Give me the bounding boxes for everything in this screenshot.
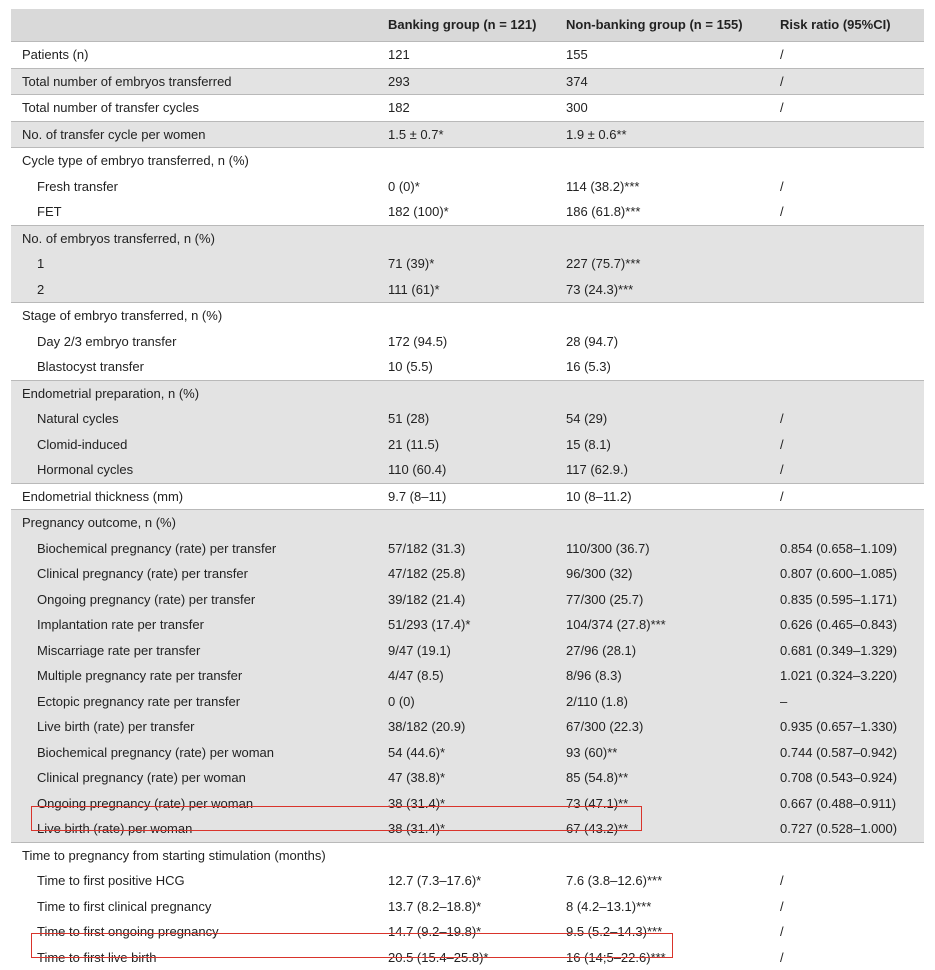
banking-value: 14.7 (9.2–19.8)* [388,919,481,945]
non-banking-value: 16 (14;5–22.6)*** [566,945,666,970]
non-banking-value: 16 (5.3) [566,354,611,380]
banking-value: 0 (0)* [388,174,420,200]
non-banking-value: 7.6 (3.8–12.6)*** [566,868,662,894]
row-label: Pregnancy outcome, n (%) [22,510,176,536]
non-banking-value: 114 (38.2)*** [566,174,639,200]
non-banking-value: 1.9 ± 0.6** [566,122,627,148]
non-banking-value: 15 (8.1) [566,432,611,458]
table-row [11,457,924,483]
table-row [11,121,924,148]
table-row [11,277,924,303]
banking-value: 12.7 (7.3–17.6)* [388,868,481,894]
row-label: Ongoing pregnancy (rate) per woman [37,791,253,817]
table-row [11,612,924,638]
banking-value: 57/182 (31.3) [388,536,465,562]
risk-ratio-value: 0.626 (0.465–0.843) [780,612,897,638]
non-banking-value: 110/300 (36.7) [566,536,650,562]
non-banking-value: 67/300 (22.3) [566,714,643,740]
row-label: Cycle type of embryo transferred, n (%) [22,148,249,174]
risk-ratio-value: / [780,945,784,970]
risk-ratio-value: / [780,484,784,510]
table-row [11,740,924,766]
row-label: Natural cycles [37,406,119,432]
non-banking-value: 300 [566,95,588,121]
banking-value: 182 [388,95,410,121]
banking-value: 38 (31.4)* [388,791,445,817]
table-row [11,765,924,791]
table-row [11,842,924,869]
row-label: Hormonal cycles [37,457,133,483]
table-row [11,587,924,613]
table-row [11,329,924,355]
non-banking-value: 104/374 (27.8)*** [566,612,666,638]
non-banking-value: 374 [566,69,588,95]
banking-value: 47 (38.8)* [388,765,445,791]
non-banking-value: 93 (60)** [566,740,617,766]
risk-ratio-value: 0.667 (0.488–0.911) [780,791,896,817]
risk-ratio-value: 0.935 (0.657–1.330) [780,714,897,740]
non-banking-value: 155 [566,42,588,68]
row-label: Time to first clinical pregnancy [37,894,211,920]
non-banking-value: 8/96 (8.3) [566,663,622,689]
risk-ratio-value: / [780,174,784,200]
banking-value: 293 [388,69,410,95]
row-label: Blastocyst transfer [37,354,144,380]
table-row [11,432,924,458]
non-banking-value: 8 (4.2–13.1)*** [566,894,651,920]
row-label: Ectopic pregnancy rate per transfer [37,689,240,715]
table-header [11,9,924,41]
row-label: FET [37,199,62,225]
banking-value: 10 (5.5) [388,354,433,380]
row-label: Time to pregnancy from starting stimulation (months) [22,843,326,869]
risk-ratio-value: / [780,42,784,68]
banking-value: 51 (28) [388,406,429,432]
banking-value: 121 [388,42,410,68]
table-row [11,638,924,664]
risk-ratio-value: 0.727 (0.528–1.000) [780,816,897,842]
risk-ratio-value: / [780,432,784,458]
row-label: Clinical pregnancy (rate) per transfer [37,561,248,587]
non-banking-value: 227 (75.7)*** [566,251,640,277]
row-label: Ongoing pregnancy (rate) per transfer [37,587,255,613]
header-col-non-banking: Non-banking group (n = 155) [566,9,743,41]
risk-ratio-value: / [780,457,784,483]
row-label: No. of transfer cycle per women [22,122,206,148]
table-row [11,509,924,536]
non-banking-value: 27/96 (28.1) [566,638,636,664]
row-label: Fresh transfer [37,174,118,200]
banking-value: 172 (94.5) [388,329,447,355]
row-label: 2 [37,277,44,303]
table-row [11,302,924,329]
header-col-risk-ratio: Risk ratio (95%CI) [780,9,891,41]
table-row [11,868,924,894]
row-label: Time to first ongoing pregnancy [37,919,219,945]
banking-value: 1.5 ± 0.7* [388,122,444,148]
risk-ratio-value: 0.835 (0.595–1.171) [780,587,897,613]
row-label: Endometrial preparation, n (%) [22,381,199,407]
banking-value: 39/182 (21.4) [388,587,465,613]
banking-value: 47/182 (25.8) [388,561,465,587]
risk-ratio-value: / [780,868,784,894]
non-banking-value: 73 (47.1)** [566,791,628,817]
risk-ratio-value: / [780,406,784,432]
table-row [11,561,924,587]
risk-ratio-value: 0.807 (0.600–1.085) [780,561,897,587]
banking-value: 4/47 (8.5) [388,663,444,689]
non-banking-value: 2/110 (1.8) [566,689,628,715]
banking-value: 21 (11.5) [388,432,439,458]
banking-value: 9.7 (8–11) [388,484,446,510]
banking-value: 38/182 (20.9) [388,714,465,740]
table-row [11,68,924,95]
row-label: Clinical pregnancy (rate) per woman [37,765,246,791]
banking-value: 54 (44.6)* [388,740,445,766]
risk-ratio-value: 1.021 (0.324–3.220) [780,663,897,689]
row-label: Endometrial thickness (mm) [22,484,183,510]
non-banking-value: 67 (43.2)** [566,816,628,842]
row-label: Day 2/3 embryo transfer [37,329,176,355]
risk-ratio-value: / [780,919,784,945]
table-row [11,894,924,920]
banking-value: 20.5 (15.4–25.8)* [388,945,488,970]
non-banking-value: 186 (61.8)*** [566,199,640,225]
row-label: Live birth (rate) per woman [37,816,192,842]
table-row [11,536,924,562]
risk-ratio-value: / [780,199,784,225]
row-label: Miscarriage rate per transfer [37,638,200,664]
banking-value: 111 (61)* [388,277,440,303]
highlight-box-time-to-live-birth [31,933,673,958]
non-banking-value: 9.5 (5.2–14.3)*** [566,919,662,945]
row-label: No. of embryos transferred, n (%) [22,226,215,252]
row-label: Patients (n) [22,42,88,68]
banking-value: 13.7 (8.2–18.8)* [388,894,481,920]
row-label: Time to first live birth [37,945,156,970]
row-label: Multiple pregnancy rate per transfer [37,663,242,689]
non-banking-value: 85 (54.8)** [566,765,628,791]
non-banking-value: 96/300 (32) [566,561,633,587]
row-label: Time to first positive HCG [37,868,185,894]
table-row [11,147,924,174]
banking-value: 38 (31.4)* [388,816,445,842]
table-row [11,663,924,689]
table-row [11,406,924,432]
risk-ratio-value: 0.744 (0.587–0.942) [780,740,897,766]
banking-value: 182 (100)* [388,199,449,225]
risk-ratio-value: – [780,689,787,715]
row-label: Clomid-induced [37,432,127,458]
risk-ratio-value: 0.854 (0.658–1.109) [780,536,897,562]
highlight-box-live-birth-per-woman [31,806,642,831]
table-row [11,483,924,510]
risk-ratio-value: / [780,95,784,121]
banking-value: 51/293 (17.4)* [388,612,470,638]
table-row [11,174,924,200]
non-banking-value: 10 (8–11.2) [566,484,632,510]
row-label: 1 [37,251,44,277]
row-label: Total number of embryos transferred [22,69,232,95]
table-row [11,380,924,407]
banking-value: 110 (60.4) [388,457,446,483]
table-row [11,251,924,277]
table-row [11,94,924,121]
table-row [11,714,924,740]
row-label: Total number of transfer cycles [22,95,199,121]
table-row [11,225,924,252]
table-row [11,354,924,380]
banking-value: 71 (39)* [388,251,434,277]
non-banking-value: 117 (62.9.) [566,457,628,483]
non-banking-value: 73 (24.3)*** [566,277,633,303]
risk-ratio-value: 0.681 (0.349–1.329) [780,638,897,664]
header-col-banking: Banking group (n = 121) [388,9,536,41]
table-row [11,199,924,225]
row-label: Biochemical pregnancy (rate) per woman [37,740,274,766]
row-label: Biochemical pregnancy (rate) per transfer [37,536,276,562]
row-label: Live birth (rate) per transfer [37,714,195,740]
non-banking-value: 54 (29) [566,406,607,432]
risk-ratio-value: 0.708 (0.543–0.924) [780,765,897,791]
banking-value: 9/47 (19.1) [388,638,451,664]
row-label: Implantation rate per transfer [37,612,204,638]
row-label: Stage of embryo transferred, n (%) [22,303,222,329]
table-row [11,41,924,68]
non-banking-value: 77/300 (25.7) [566,587,643,613]
banking-value: 0 (0) [388,689,415,715]
table-row [11,689,924,715]
risk-ratio-value: / [780,69,784,95]
non-banking-value: 28 (94.7) [566,329,618,355]
risk-ratio-value: / [780,894,784,920]
